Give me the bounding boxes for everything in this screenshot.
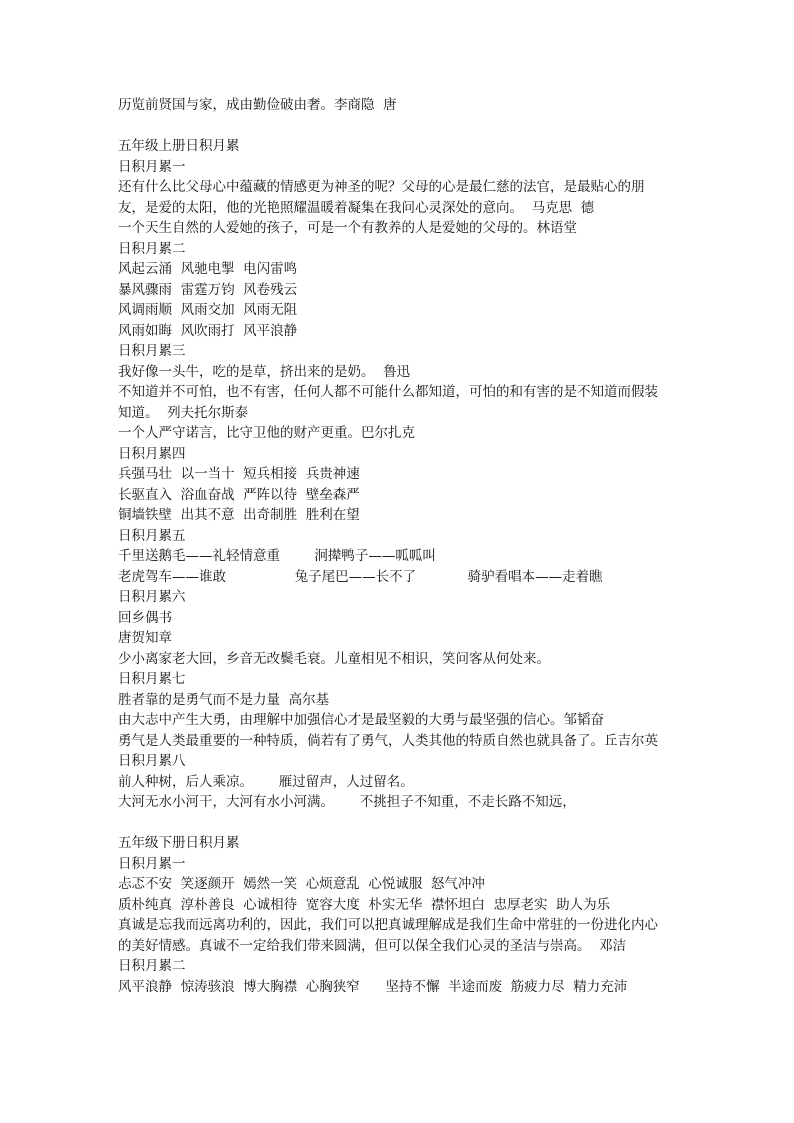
section-title: 五年级上册日积月累 [118, 138, 240, 154]
text-line: 兵强马壮 以一当十 短兵相接 兵贵神速 [118, 466, 360, 482]
blank-line [118, 813, 688, 834]
text-line: 我好像一头牛，吃的是草，挤出来的是奶。 鲁迅 [118, 363, 411, 380]
block-heading: 日积月累一 [118, 855, 186, 872]
text-line: 前人种树，后人乘凉。 雁过留声，人过留名。 [118, 773, 414, 790]
text-line: 忐忑不安 笑逐颜开 嫣然一笑 心烦意乱 心悦诚服 怒气冲冲 [118, 876, 485, 892]
text-line: 的美好情感。真诚不一定给我们带来圆满，但可以保全我们心灵的圣洁与崇高。 邓洁 [118, 937, 627, 954]
header-quote: 历览前贤国与家，成由勤俭破由奢。李商隐 唐 [118, 97, 397, 113]
block-heading: 日积月累六 [118, 589, 186, 605]
poem-title: 回乡偶书 [118, 609, 172, 626]
text-line: 暴风骤雨 雷霆万钧 风卷残云 [118, 281, 298, 298]
text-line: 老虎驾车——谁敢 兔子尾巴——长不了 骑驴看唱本——走着瞧 [118, 568, 603, 585]
text-line: 风雨如晦 风吹雨打 风平浪静 [118, 322, 298, 339]
text-line: 风平浪静 惊涛骇浪 博大胸襟 心胸狭窄 坚持不懈 半途而废 筋疲力尽 精力充沛 [118, 978, 628, 995]
text-line: 友，是爱的太阳，他的光艳照耀温暖着凝集在我问心灵深处的意向。 马克思 德 [118, 199, 595, 216]
text-line: 千里送鹅毛——礼轻情意重 泂撵鸭子——呱呱叫 [118, 548, 436, 564]
text-line: 风起云涌 风驰电掣 电闪雷鸣 [118, 261, 298, 277]
block-heading: 日积月累四 [118, 445, 186, 462]
text-line: 由大志中产生大勇，由理解中加强信心才是最坚毅的大勇与最坚强的信心。邹韬奋 [118, 712, 604, 728]
section-title: 五年级下册日积月累 [118, 835, 240, 851]
text-line: 质朴纯真 淳朴善良 心诚相待 宽容大度 朴实无华 襟怀坦白 忠厚老实 助人为乐 [118, 896, 611, 913]
text-line: 知道。 列夫托尔斯泰 [118, 404, 249, 421]
text-line: 真诚是忘我而远离功利的，因此，我们可以把真诚理解成是我们生命中常驻的一份进化内心 [118, 917, 658, 933]
block-heading: 日积月累二 [118, 240, 186, 257]
block-heading: 日积月累八 [118, 753, 186, 769]
text-line: 一个人严守诺言，比守卫他的财产更重。巴尔扎克 [118, 425, 415, 441]
text-line: 大河无水小河干，大河有水小河满。 不挑担子不知重，不走长路不知远， [118, 794, 576, 810]
text-line: 还有什么比父母心中蕴藏的情感更为神圣的呢？父母的心是最仁慈的法官，是最贴心的朋 [118, 179, 645, 195]
poem-author: 唐贺知章 [118, 630, 172, 646]
block-heading: 日积月累二 [118, 958, 186, 974]
text-line: 风调雨顺 风雨交加 风雨无阻 [118, 302, 298, 318]
blank-line [118, 116, 688, 137]
text-line: 勇气是人类最重要的一种特质，倘若有了勇气，人类其他的特质自然也就具备了。丘吉尔英 [118, 732, 658, 749]
text-line: 胜者靠的是勇气而不是力量 高尔基 [118, 691, 330, 708]
poem-text: 少小离家老大回，乡音无改鬓毛衰。儿童相见不相识，笑问客从何处来。 [118, 650, 550, 667]
block-heading: 日积月累七 [118, 671, 186, 687]
document-page [118, 95, 688, 997]
text-line: 不知道并不可怕，也不有害，任何人都不可能什么都知道，可怕的和有害的是不知道而假装 [118, 384, 658, 400]
text-line: 铜墙铁壁 出其不意 出奇制胜 胜利在望 [118, 507, 360, 523]
text-line: 一个天生自然的人爱她的孩子，可是一个有教养的人是爱她的父母的。林语堂 [118, 220, 577, 236]
block-heading: 日积月累五 [118, 527, 186, 544]
block-heading: 日积月累一 [118, 158, 186, 175]
text-line: 长驱直入 浴血奋战 严阵以待 壁垒森严 [118, 486, 360, 503]
block-heading: 日积月累三 [118, 343, 186, 359]
